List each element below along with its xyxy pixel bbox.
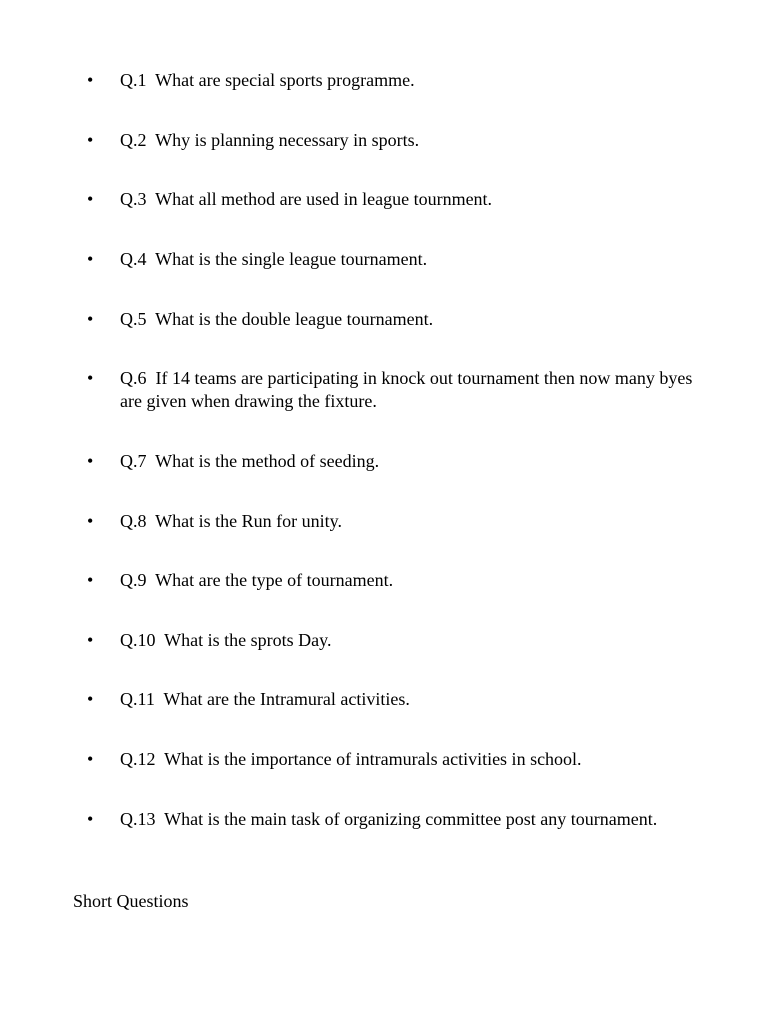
question-text: Q.7 What is the method of seeding. [120, 451, 380, 471]
question-text: Q.4 What is the single league tournament. [120, 249, 428, 269]
bullet-icon: • [87, 809, 94, 829]
bullet-icon: • [87, 570, 94, 590]
bullet-icon: • [87, 451, 94, 471]
question-text: Q.2 Why is planning necessary in sports. [120, 130, 420, 150]
bullet-icon: • [87, 70, 94, 90]
bullet-icon: • [87, 309, 94, 329]
bullet-icon: • [87, 749, 94, 769]
bullet-icon: • [87, 189, 94, 209]
question-text: Q.12 What is the importance of intramurals activities in school. [120, 749, 582, 769]
bullet-icon: • [87, 130, 94, 150]
question-text: Q.9 What are the type of tournament. [120, 570, 394, 590]
section-heading: Short Questions [73, 891, 189, 911]
bullet-icon: • [87, 689, 94, 709]
bullet-icon: • [87, 511, 94, 531]
question-text: Q.10 What is the sprots Day. [120, 630, 332, 650]
bullet-icon: • [87, 368, 94, 388]
question-text: Q.13 What is the main task of organizing committee post any tournament. [120, 809, 658, 829]
bullet-icon: • [87, 249, 94, 269]
question-text: Q.1 What are special sports programme. [120, 70, 415, 90]
question-text: Q.8 What is the Run for unity. [120, 511, 342, 531]
question-text: Q.3 What all method are used in league tournment. [120, 189, 493, 209]
bullet-icon: • [87, 630, 94, 650]
question-text: Q.11 What are the Intramural activities. [120, 689, 410, 709]
question-text: Q.5 What is the double league tournament. [120, 309, 434, 329]
question-text: Q.6 If 14 teams are participating in knock out tournament then now many byes are given when drawing the fixture. [120, 368, 697, 411]
